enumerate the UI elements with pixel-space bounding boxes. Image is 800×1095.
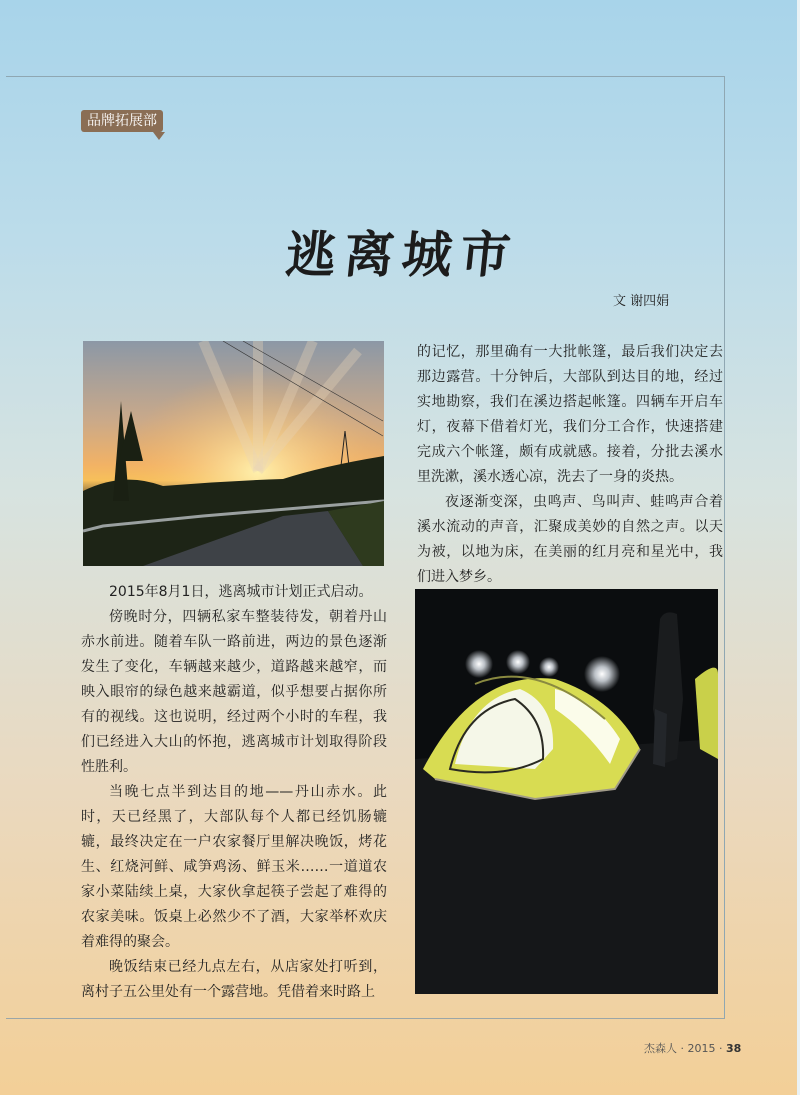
paragraph: 2015年8月1日，逃离城市计划正式启动。	[109, 584, 373, 600]
issue-year: 2015	[687, 1042, 716, 1055]
article-column-right	[417, 340, 723, 590]
page-number: 38	[726, 1042, 742, 1055]
section-tag: 品牌拓展部	[81, 110, 163, 132]
frame-bottom-rule	[6, 1018, 725, 1019]
night-tent-photo	[415, 589, 718, 994]
paragraph: 夜逐渐变深，虫鸣声、鸟叫声、蛙鸣声合着溪水流动的声音，汇聚成美妙的自然之声。以天为被，以地为床，在美丽的红月亮和星光中，我们进入梦乡。	[417, 494, 723, 585]
byline: 文 谢四娟	[613, 294, 670, 309]
paragraph-continued: 的记忆，那里确有一大批帐篷，最后我们决定去那边露营。十分钟后，大部队到达目的地，经过实地勘察，我们在溪边搭起帐篷。四辆车开启车灯，夜幕下借着灯光，我们分工合作，快速搭建完成六个帐篷，颇有成就感。接着，分批去溪水里洗漱，溪水透心凉，洗去了一身的炎热。	[417, 344, 723, 485]
magazine-name: 杰森人	[644, 1042, 677, 1055]
folio-separator: ·	[719, 1042, 723, 1055]
sunset-road-photo	[83, 341, 384, 566]
paragraph: 傍晚时分，四辆私家车整装待发，朝着丹山赤水前进。随着车队一路前进，两边的景色逐渐发生了变化，车辆越来越少，道路越来越窄，而映入眼帘的绿色越来越霸道，似乎想要占据你所有的视线。这也说明，经过两个小时的车程，我们已经进入大山的怀抱，逃离城市计划取得阶段性胜利。	[81, 609, 387, 775]
folio	[644, 1040, 741, 1056]
paragraph: 当晚七点半到达目的地——丹山赤水。此时，天已经黑了，大部队每个人都已经饥肠辘辘，最终决定在一户农家餐厅里解决晚饭，烤花生、红烧河鲜、咸笋鸡汤、鲜玉米……一道道农家小菜陆续上桌，大家伙拿起筷子尝起了难得的农家美味。饭桌上必然少不了酒，大家举杯欢庆着难得的聚会。	[81, 784, 387, 950]
paragraph: 晚饭结束已经九点左右，从店家处打听到，离村子五公里处有一个露营地。凭借着来时路上	[81, 959, 387, 1000]
article-title: 逃离城市	[282, 225, 522, 284]
folio-separator: ·	[680, 1042, 684, 1055]
article-column-left	[81, 580, 387, 1005]
